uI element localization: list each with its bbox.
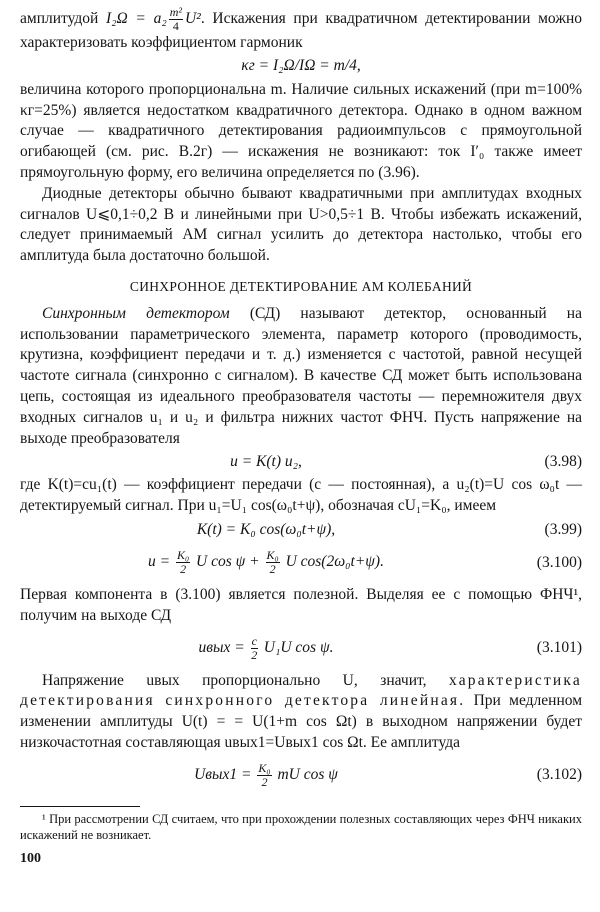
equation-3-102-number: (3.102)	[536, 766, 582, 784]
page-number: 100	[20, 850, 41, 866]
first-component-paragraph: Первая компонента в (3.100) является полезной. Выделяя ее с помощью ФНЧ¹, получим на выходе СД	[20, 585, 582, 624]
harmonic-coefficient-equation	[20, 56, 582, 78]
equation-3-100-number: (3.100)	[536, 553, 582, 571]
diode-paragraph: Диодные детекторы обычно бывают квадратичными при амплитудах входных сигналов U⩽0,1÷0,2 В и линейными при U>0,5÷1 В. Чтобы избежать искажений, следует принимаемый АМ сигнал усилить до детектора настолько, чтобы его амплитуда была достаточно большой.	[20, 184, 582, 265]
footnote-divider	[20, 806, 140, 807]
equation-3-102-fraction	[257, 762, 271, 789]
equation-3-100-fraction-1-denominator: 2	[180, 562, 187, 577]
equation-3-101-number: (3.101)	[536, 639, 582, 657]
equation-3-98-body: u = K(t) u₂,	[230, 452, 302, 470]
equation-3-100-fraction-2-numerator: K₀	[266, 548, 279, 563]
equation-3-100-body	[20, 549, 512, 576]
amplitude-fraction-numerator: m²	[169, 5, 182, 19]
equation-3-101-fraction-numerator: c	[251, 634, 257, 649]
footnote: ¹ При рассмотрении СД считаем, что при прохождении полезных составляющих через ФНЧ никаких искажений не возникает.	[20, 811, 582, 842]
equation-3-100-lhs: u =	[148, 553, 174, 571]
equation-3-102-tail: mU cos ψ	[273, 766, 338, 784]
equation-3-102-lhs: Uвых1 =	[194, 766, 256, 784]
equation-3-101-body	[20, 635, 512, 662]
equation-3-99-number: (3.99)	[544, 520, 582, 538]
intro-paragraph	[20, 6, 582, 54]
equation-3-98	[20, 451, 582, 473]
equation-3-100-fraction-1-numerator: K₀	[176, 548, 190, 563]
equation-3-100-fraction-1	[176, 549, 190, 576]
intro-line-end: . Искажения при квадратичном детектировании можно характеризовать коэффициентом гармоник	[20, 10, 583, 51]
equation-3-101-fraction-denominator: 2	[251, 648, 258, 663]
voltage-paragraph-lead: Напряжение uвых пропорционально U, значит,	[42, 671, 449, 689]
voltage-paragraph	[20, 671, 582, 754]
amplitude-formula-tail: U²	[184, 10, 201, 28]
amplitude-fraction	[169, 6, 183, 33]
section-heading: СИНХРОННОЕ ДЕТЕКТИРОВАНИЕ АМ КОЛЕБАНИЙ	[129, 278, 473, 294]
where-paragraph: где K(t)=cu₁(t) — коэффициент передачи (c — постоянная), а u₂(t)=U cos ω₀t — детектируемый сигнал. При u₁=U₁ cos(ω₀t+ψ), обозначая cU₁=K₀, имеем	[20, 476, 582, 515]
intro-continuation: величина которого пропорциональна m. Наличие сильных искажений (при m=100% κг=25%) является недостатком квадратичного детектора. Однако в одном важном случае — квадратичного детектирования радиоимпульсов с прямоугольной огибающей (см. рис. В.2г) — искажения не возникают: ток I′₀ также имеет прямоугольную форму, его величина определяется по (3.96).	[20, 80, 582, 181]
amplitude-fraction-denominator: 4	[172, 19, 179, 33]
equation-3-100	[20, 543, 582, 583]
equation-3-100-fraction-2	[266, 549, 280, 576]
equation-3-101-tail: U₁U cos ψ.	[259, 639, 334, 657]
equation-3-102	[20, 756, 582, 796]
equation-3-102-body	[20, 762, 512, 789]
voltage-paragraph-rest: При медленном изменении амплитуды U(t) = = U(1+m cos Ωt) в выходном напряжении будет низкочастотная составляющая uвых1=Uвых1 cos Ωt. Ее амплитуда	[20, 692, 583, 751]
sd-term: Синхронным детектором	[42, 304, 230, 322]
equation-3-102-fraction-numerator: K₀	[258, 761, 271, 776]
equation-3-100-fraction-2-denominator: 2	[269, 562, 276, 577]
sd-definition-text: (СД) называют детектор, основанный на использовании параметрического элемента, параметр которого (проводимость, крутизна, коэффициент передачи и т. д.) изменяется с частотой, равной несущей частоте сигнала (синхронно с сигналом). В качестве СД может быть использована цепь, состоящая из идеального преобразователя частоты — перемножителя двух входных сигналов u₁ и u₂ и фильтра нижних частот ФНЧ. Пусть напряжение на выходе преобразователя	[20, 304, 582, 447]
amplitude-formula: I₂Ω = a₂	[105, 10, 167, 28]
voltage-paragraph-emphasis: характеристика детектирования синхронного детектора линейная.	[20, 671, 582, 710]
equation-3-100-middle: U cos ψ +	[192, 553, 264, 571]
equation-3-100-tail: U cos(2ω₀t+ψ).	[281, 553, 384, 571]
equation-3-102-fraction-denominator: 2	[261, 775, 268, 790]
equation-3-99	[20, 519, 582, 541]
equation-3-101-fraction	[251, 635, 258, 662]
sd-definition-paragraph	[20, 304, 582, 450]
intro-line-start: амплитудой	[20, 10, 106, 28]
equation-3-99-body: K(t) = K₀ cos(ω₀t+ψ),	[196, 520, 336, 538]
equation-3-101	[20, 629, 582, 669]
harmonic-coefficient-formula: κг = I₂Ω/IΩ = m/4,	[241, 57, 361, 75]
equation-3-98-number: (3.98)	[544, 452, 582, 470]
equation-3-101-lhs: uвых =	[198, 639, 249, 657]
